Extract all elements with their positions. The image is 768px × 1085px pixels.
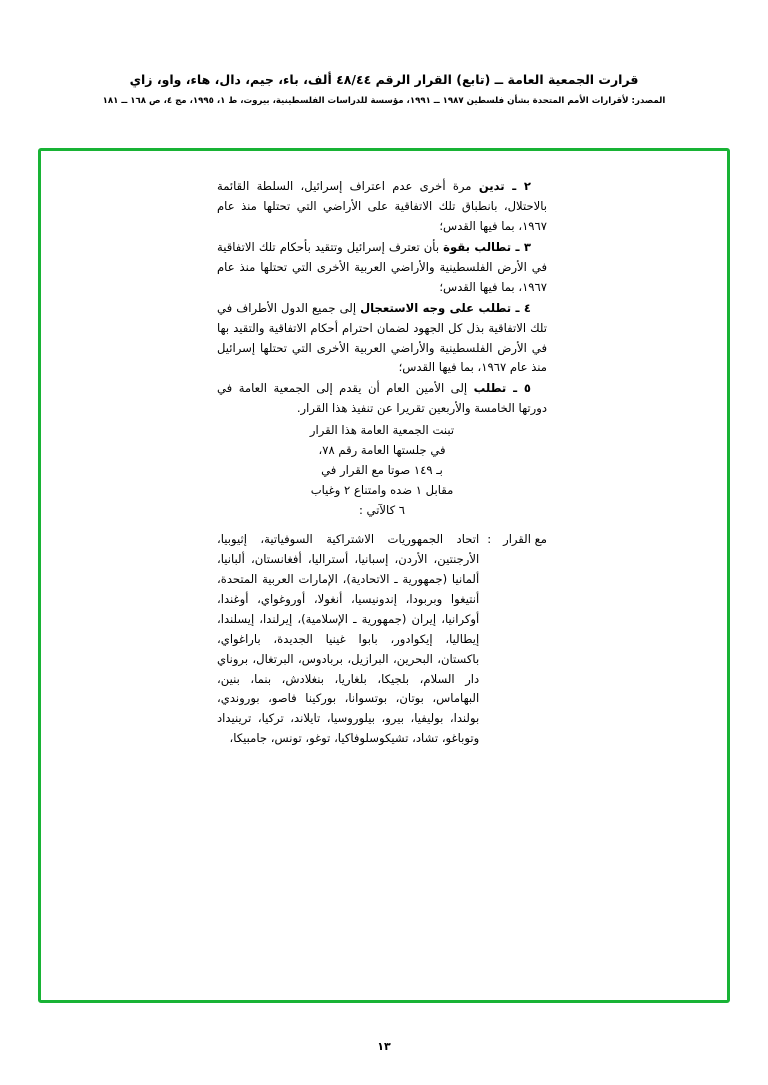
paragraph-2-lead: ٢ ـ تدين <box>478 179 531 193</box>
paragraph-2 <box>217 177 547 237</box>
adoption-block <box>217 421 547 521</box>
paragraph-3-text: بأن تعترف إسرائيل وتتقيد بأحكام تلك الاتفاقية في الأرض الفلسطينية والأراضي العربية الأخرى التي تحتلها منذ عام ١٩٦٧، بما فيها القدس؛ <box>217 239 547 294</box>
adoption-line-2: في جلستها العامة رقم ٧٨، <box>318 443 446 458</box>
source-citation: المصدر: لأقرارات الأمم المتحدة بشأن فلسطين ١٩٨٧ ــ ١٩٩١، مؤسسة للدراسات الفلسطينية، بيروت، ط ١، ١٩٩٥، مج ٤، ص ١٦٨ ــ ١٨١ <box>102 95 666 106</box>
paragraph-3-lead: ٣ ـ تطالب بقوة <box>443 239 531 254</box>
page-number: ١٣ <box>377 1040 391 1053</box>
paragraph-5-lead: ٥ ـ تطلب <box>473 381 531 396</box>
page-title: قرارت الجمعية العامة ــ (تابع) القرار الرقم ٤٨/٤٤ ألف، باء، جيم، دال، هاء، واو، زاي <box>129 72 639 87</box>
vote-in-favour-block <box>217 530 547 749</box>
paragraph-4-text: إلى جميع الدول الأطراف في تلك الاتفاقية بذل كل الجهود لضمان احترام أحكام الاتفاقية والتقيد بها في الأرض الفلسطينية والأراضي العربية الأخرى التي تحتلها إسرائيل منذ عام ١٩٦٧، بما فيها القدس؛ <box>217 300 547 375</box>
vote-country-list: اتحاد الجمهوريات الاشتراكية السوفياتية، إثيوبيا، الأرجنتين، الأردن، إسبانيا، أستراليا، أفغانستان، ألبانيا، ألمانيا (جمهورية ـ الاتحادية)، الإمارات العربية المتحدة، أنتيغوا وبربودا، إندونيسيا، أنغولا، أوروغواي، أوغندا، أوكرانيا، إيران (جمهورية ـ الإسلامية)، إيرلندا، إيسلندا، إيطاليا، إيكوادور، بابوا غينيا الجديدة، باراغواي، باكستان، البحرين، البرازيل، بربادوس، البرتغال، بروناي دار السلام، بلجيكا، بلغاريا، بنغلادش، بنما، بنين، البهاماس، بوتان، بوتسوانا، بوركينا فاصو، بوروندي، بولندا، بوليفيا، بيرو، بيلوروسيا، تايلاند، تركيا، ترينيداد وتوباغو، تشاد، تشيكوسلوفاكيا، توغو، تونس، جامبيكا، <box>217 531 480 746</box>
content-frame <box>38 148 730 1003</box>
vote-colon: : <box>487 531 492 546</box>
paragraph-2-text: مرة أخرى عدم اعتراف إسرائيل، السلطة القائمة بالاحتلال، بانطباق تلك الاتفاقية على الأراضي التي تحتلها منذ عام ١٩٦٧، بما فيها القدس؛ <box>217 179 547 233</box>
adoption-line-5: ٦ كالآتي : <box>358 503 406 517</box>
adoption-line-4: مقابل ١ ضده وامتناع ٢ وغياب <box>310 483 454 498</box>
body-text-column <box>217 177 547 749</box>
paragraph-4-lead: ٤ ـ تطلب على وجه الاستعجال <box>360 300 531 315</box>
paragraph-4 <box>217 299 547 379</box>
paragraph-5 <box>217 379 547 419</box>
paragraph-3 <box>217 238 547 298</box>
adoption-line-1: تبنت الجمعية العامة هذا القرار <box>309 423 455 438</box>
vote-label: مع القرار <box>503 531 547 546</box>
document-header <box>0 72 768 107</box>
adoption-line-3: بـ ١٤٩ صوتا مع القرار في <box>321 463 443 478</box>
paragraph-5-text: إلى الأمين العام أن يقدم إلى الجمعية العامة في دورتها الخامسة والأربعين تقريرا عن تنفيذ هذا القرار. <box>217 381 547 416</box>
